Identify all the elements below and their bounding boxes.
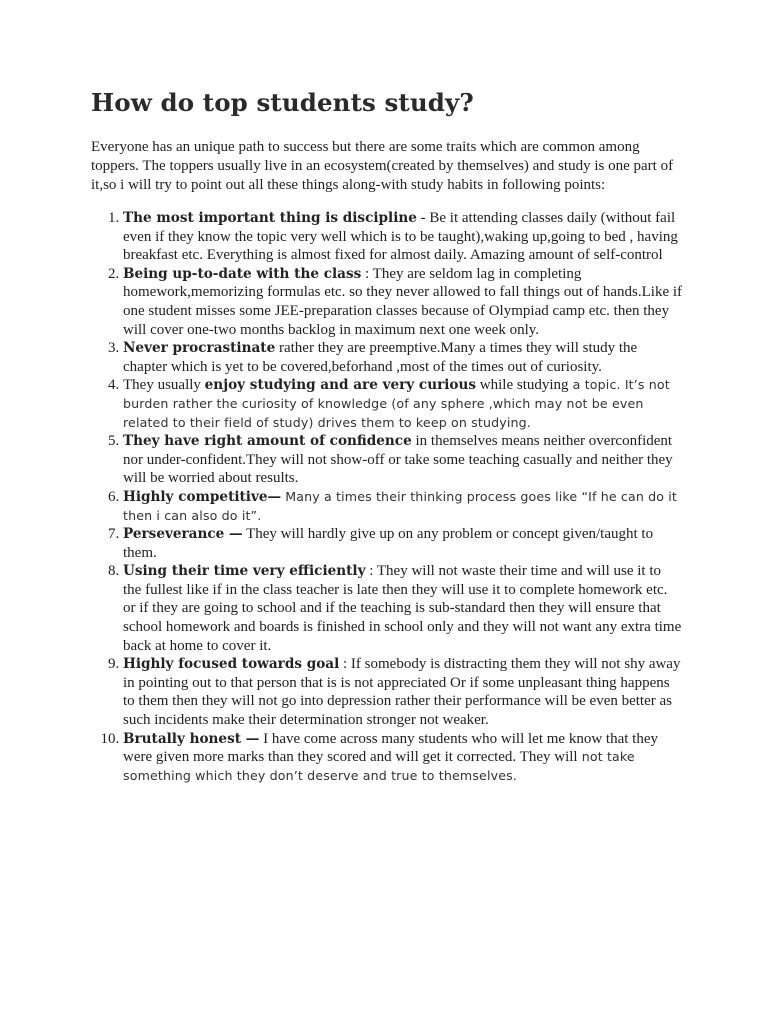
item-heading: Never procrastinate (123, 340, 276, 357)
item-text: while studying (476, 377, 569, 394)
item-tail: not take something which they don’t deserve and true to themselves. (123, 749, 635, 783)
item-text: : If somebody is distracting them they will not shy away in pointing out to that person that is is not appreciated Or if some unpleasant thing happens to them then they will not go into depression rather their performance will be even better as such incidents make their determination stronger not weaker. (123, 656, 681, 729)
item-heading: Highly focused towards goal (123, 656, 340, 673)
item-heading: The most important thing is discipline (123, 210, 417, 226)
item-text: - Be it attending classes daily (without fail even if they know the topic very well which is to be taught),waking up,going to bed , having breakfast etc. Everything is almost fixed for almost daily. Amazing amount of self-control (123, 210, 678, 264)
list-item (123, 655, 683, 729)
item-text: They will hardly give up on any problem or concept given/taught to them. (123, 526, 654, 561)
list-item (123, 209, 683, 265)
item-heading: Using their time very efficiently (123, 563, 366, 580)
item-heading: Being up-to-date with the class (123, 265, 362, 282)
item-tail: Many a times their thinking process goes like “If he can do it then i can also do it”. (123, 488, 678, 523)
list-item (123, 339, 683, 376)
list-item (123, 376, 683, 432)
item-text: in themselves means neither overconfident nor under-confident.They will not show-off or take some teaching casually and neither they will be worried about results. (123, 433, 673, 487)
item-pre: They usually (123, 377, 205, 394)
item-heading: They have right amount of confidence (123, 433, 412, 450)
list-item (123, 525, 683, 562)
list-item (123, 265, 683, 339)
item-heading: Perseverance — (123, 526, 243, 543)
item-tail: a topic. It’s not burden rather the curiosity of knowledge (of any sphere ,which may not be even related to their field of study) drives them to keep on studying. (123, 377, 670, 430)
item-heading: Highly competitive— (123, 488, 282, 505)
item-heading: Brutally honest — (123, 730, 260, 747)
item-text: : They will not waste their time and will use it to the fullest like if in the class teacher is late then they will use it to complete homework etc. or if they are going to school and if the teaching is sub-standard then they will ensure that school homework and boards is finished in school only and they will not want any extra time back at home to cover it. (123, 563, 682, 654)
item-text: I have come across many students who will let me know that they were given more marks than they scored and will get it corrected. They will (123, 730, 658, 766)
intro-paragraph: Everyone has an unique path to success but there are some traits which are common among toppers. The toppers usually live in an ecosystem(created by themselves) and study is one part of it,so i will try to point out all these things along-with study habits in following points: (91, 139, 674, 193)
page-title: How do top students study? (91, 88, 474, 117)
list-item (123, 432, 683, 488)
list-item (123, 562, 683, 655)
list-item (123, 730, 683, 786)
list-item (123, 488, 683, 525)
item-text: : They are seldom lag in completing homework,memorizing formulas etc. so they never allowed to fall things out of hands.Like if one student misses some JEE-preparation classes because of Olympiad camp etc. then they will cover one-two months backlog in maximum next one week only. (123, 265, 683, 338)
points-list (91, 209, 683, 785)
item-heading: enjoy studying and are very curious (204, 377, 477, 394)
item-text: rather they are preemptive.Many a times they will study the chapter which is yet to be covered,beforhand ,most of the times out of curiosity. (123, 340, 638, 375)
